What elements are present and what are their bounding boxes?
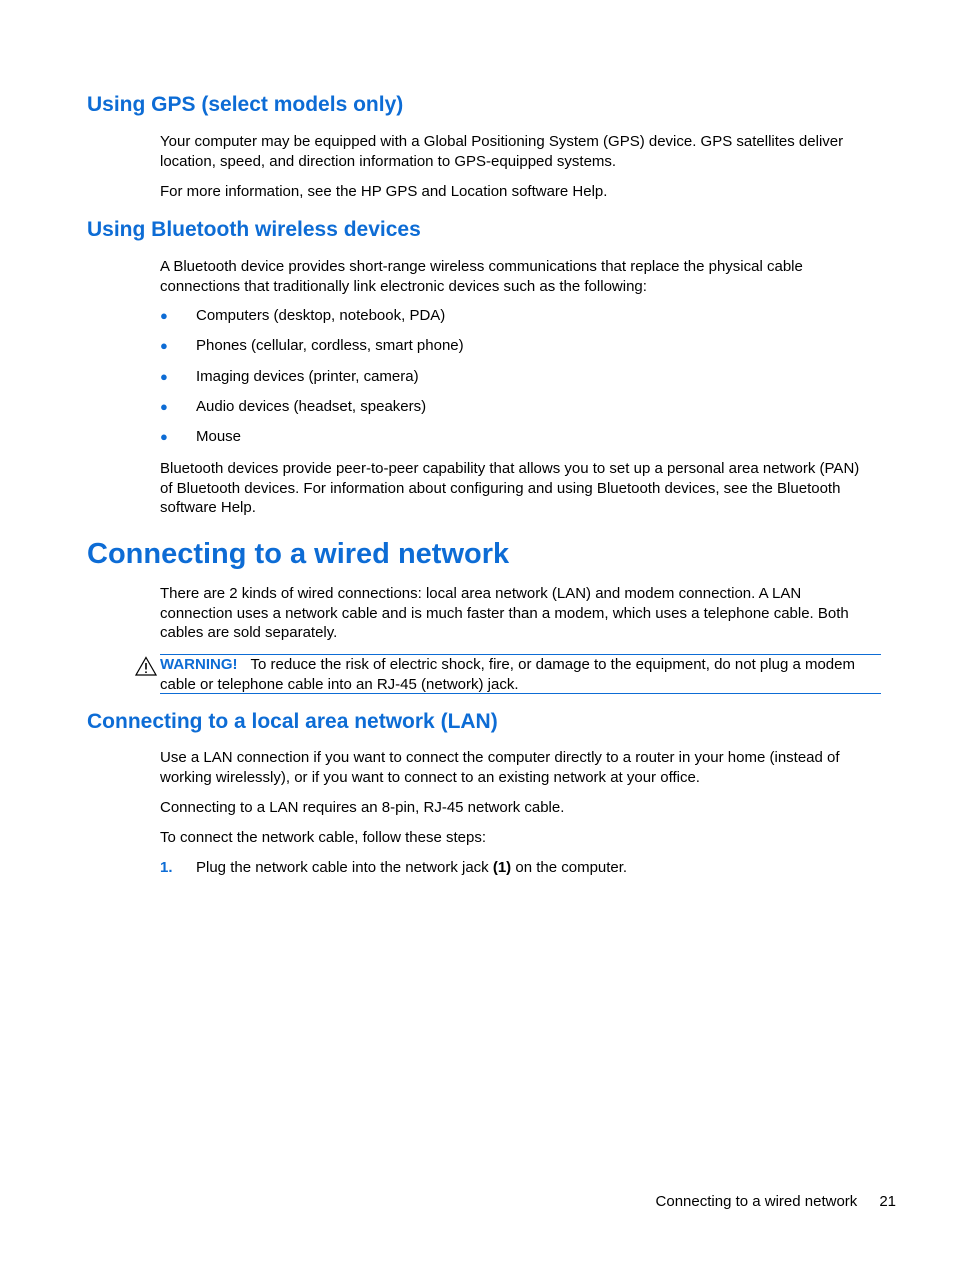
list-item <box>160 427 872 457</box>
bluetooth-outro: Bluetooth devices provide peer-to-peer capability that allows you to set up a personal area network (PAN) of Bluetooth devices. For information about configuring and using Bluetooth devices, see the Bluetooth software Help. <box>160 460 860 516</box>
gps-paragraph-1: Your computer may be equipped with a Global Positioning System (GPS) device. GPS satellites deliver location, speed, and direction information to GPS-equipped systems. <box>160 133 844 170</box>
wired-network-intro: There are 2 kinds of wired connections: local area network (LAN) and modem connection. A LAN connection uses a network cable and is much faster than a modem, which uses a telephone cable. Both cables are sold separately. <box>160 585 849 641</box>
warning-label: WARNING! <box>160 656 238 673</box>
list-item <box>160 306 872 336</box>
list-item <box>160 367 872 397</box>
warning-text: To reduce the risk of electric shock, fire, or damage to the equipment, do not plug a modem cable or telephone cable into an RJ-45 (network) jack. <box>160 656 855 693</box>
list-item-text: Phones (cellular, cordless, smart phone) <box>196 337 464 355</box>
bullet-icon: ● <box>160 398 168 414</box>
bullet-icon: ● <box>160 429 168 445</box>
warning-triangle-icon <box>135 656 157 676</box>
list-item <box>160 336 872 366</box>
bullet-icon: ● <box>160 338 168 354</box>
step-text-after: on the computer. <box>511 859 628 876</box>
list-item <box>160 397 872 427</box>
step-callout: (1) <box>492 859 512 876</box>
page-footer <box>656 1192 896 1212</box>
list-item-text: Mouse <box>196 428 242 446</box>
step-text <box>196 858 627 878</box>
footer-section-title: Connecting to a wired network <box>655 1193 858 1210</box>
lan-paragraph-2: Connecting to a LAN requires an 8-pin, RJ-45 network cable. <box>160 799 565 816</box>
list-item-text: Imaging devices (printer, camera) <box>196 367 419 385</box>
list-item-text: Audio devices (headset, speakers) <box>196 397 427 415</box>
bluetooth-heading: Using Bluetooth wireless devices <box>87 218 421 241</box>
bullet-icon: ● <box>160 368 168 384</box>
bluetooth-intro: A Bluetooth device provides short-range wireless communications that replace the physical cable connections that traditionally link electronic devices such as the following: <box>160 258 803 295</box>
lan-heading: Connecting to a local area network (LAN) <box>87 710 498 733</box>
lan-paragraph-1: Use a LAN connection if you want to connect the computer directly to a router in your home (instead of working wirelessly), or if you want to connect to an existing network at your office. <box>160 749 840 786</box>
step-number: 1. <box>160 859 173 876</box>
list-item-text: Computers (desktop, notebook, PDA) <box>196 307 446 324</box>
page-number: 21 <box>879 1193 896 1210</box>
wired-network-heading: Connecting to a wired network <box>87 538 510 570</box>
step-text-before: Plug the network cable into the network jack <box>196 859 493 876</box>
bluetooth-device-list <box>160 306 872 457</box>
lan-paragraph-3: To connect the network cable, follow these steps: <box>160 829 487 846</box>
warning-message <box>160 655 872 694</box>
gps-paragraph-2: For more information, see the HP GPS and Location software Help. <box>160 183 608 200</box>
gps-heading: Using GPS (select models only) <box>87 93 404 116</box>
bullet-icon: ● <box>160 308 168 323</box>
warning-box <box>160 654 881 694</box>
